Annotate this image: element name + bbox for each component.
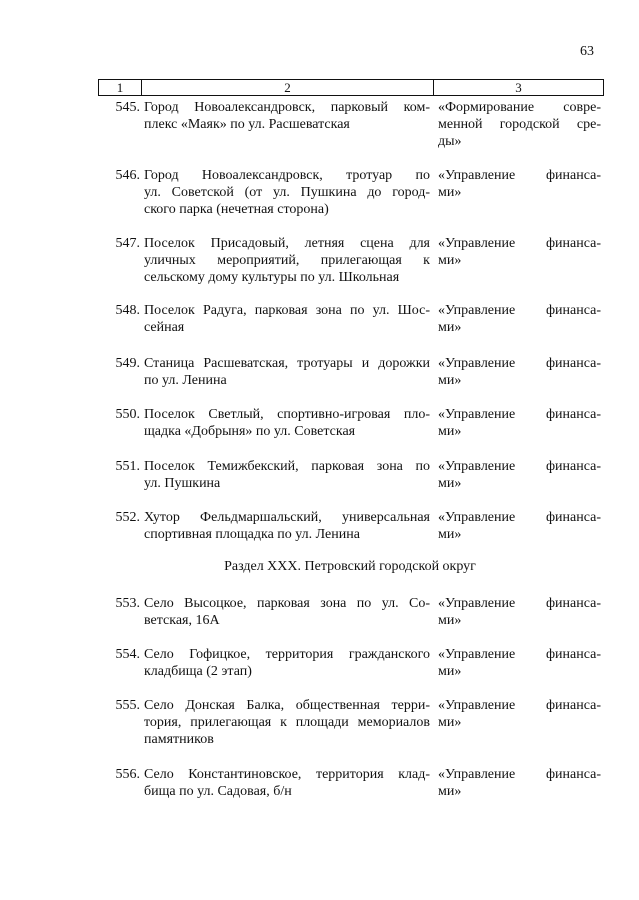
description-line: ветская, 16А [144,613,220,628]
row-program [438,646,601,680]
row-description [144,458,430,492]
row-program [438,235,601,286]
table-row [98,355,603,389]
program-line: «Управление финанса- [438,596,601,611]
description-line: Село Высоцкое, парковая зона по ул. Со- [144,596,430,611]
program-line: ми» [438,253,462,268]
description-line: Село Гофицкое, территория гражданского [144,647,430,662]
row-number: 549. [115,356,140,371]
program-line: «Управление финанса- [438,510,601,525]
row-program [438,167,601,218]
program-line: ми» [438,424,462,439]
row-program [438,766,601,800]
description-line: тория, прилегающая к площади мемориалов [144,715,430,730]
row-description [144,509,430,543]
description-line: сельскому дому культуры по ул. Школьная [144,270,400,285]
program-line: ды» [438,134,462,149]
program-line: ми» [438,527,462,542]
description-line: спортивная площадка по ул. Ленина [144,527,360,542]
program-line: ми» [438,613,462,628]
page-number: 63 [580,44,594,59]
program-line: «Управление финанса- [438,767,601,782]
row-description [144,355,430,389]
row-number: 555. [115,698,140,713]
program-line: ми» [438,784,462,799]
row-number: 548. [115,303,140,318]
program-line: ми» [438,185,462,200]
row-description [144,697,430,748]
program-line: «Управление финанса- [438,647,601,662]
row-description [144,646,430,680]
row-program [438,509,601,543]
row-number: 547. [115,236,140,251]
description-line: ул. Пушкина [144,476,221,491]
program-line: «Управление финанса- [438,356,601,371]
row-number: 556. [115,767,140,782]
program-line: «Управление финанса- [438,698,601,713]
row-description [144,595,430,629]
description-line: ул. Советской (от ул. Пушкина до город- [144,185,430,200]
row-number: 550. [115,407,140,422]
table-row [98,167,603,218]
description-line: сейная [144,320,185,335]
description-line: плекс «Маяк» по ул. Расшеватская [144,117,350,132]
description-line: Поселок Присадовый, летняя сцена для [144,236,430,251]
table-row [98,595,603,629]
row-number: 545. [115,100,140,115]
row-number: 554. [115,647,140,662]
row-program [438,302,601,336]
program-line: ми» [438,373,462,388]
description-line: Город Новоалександровск, тротуар по [144,168,430,183]
description-line: кладбища (2 этап) [144,664,252,679]
row-program [438,355,601,389]
description-line: по ул. Ленина [144,373,227,388]
program-line: менной городской сре- [438,117,601,132]
table-row [98,509,603,543]
description-line: Станица Расшеватская, тротуары и дорожки [144,356,430,371]
description-line: щадка «Добрыня» по ул. Советская [144,424,356,439]
program-line: «Формирование совре- [438,100,601,115]
row-number: 546. [115,168,140,183]
description-line: Поселок Темижбекский, парковая зона по [144,459,430,474]
program-line: «Управление финанса- [438,407,601,422]
row-number: 551. [115,459,140,474]
description-line: Поселок Радуга, парковая зона по ул. Шос- [144,303,430,318]
row-description [144,99,430,150]
description-line: бища по ул. Садовая, б/н [144,784,292,799]
description-line: Город Новоалександровск, парковый ком- [144,100,430,115]
row-description [144,167,430,218]
table-row [98,697,603,748]
description-line: памятников [144,732,214,747]
row-program [438,595,601,629]
row-program [438,406,601,440]
row-description [144,406,430,440]
row-program [438,99,601,150]
table-row [98,302,603,336]
description-line: Село Донская Балка, общественная терри- [144,698,430,713]
program-line: ми» [438,476,462,491]
program-line: ми» [438,664,462,679]
program-line: «Управление финанса- [438,168,601,183]
program-line: «Управление финанса- [438,303,601,318]
row-program [438,458,601,492]
row-program [438,697,601,748]
table-row [98,99,603,150]
header-col-2: 2 [142,80,434,95]
program-line: «Управление финанса- [438,459,601,474]
description-line: Хутор Фельдмаршальский, универсальная [144,510,430,525]
row-description [144,235,430,286]
section-title: Раздел XXX. Петровский городской округ [224,559,476,574]
table-row [98,766,603,800]
row-description [144,302,430,336]
row-number: 552. [115,510,140,525]
row-description [144,766,430,800]
description-line: ского парка (нечетная сторона) [144,202,329,217]
program-line: «Управление финанса- [438,236,601,251]
header-col-3: 3 [515,80,522,95]
row-number: 553. [115,596,140,611]
program-line: ми» [438,715,462,730]
header-col-1: 1 [99,80,142,95]
description-line: Село Константиновское, территория клад- [144,767,430,782]
table-row [98,646,603,680]
table-row [98,406,603,440]
description-line: Поселок Светлый, спортивно-игровая пло- [144,407,430,422]
program-line: ми» [438,320,462,335]
table-row [98,458,603,492]
description-line: уличных мероприятий, прилегающая к [144,253,430,268]
table-header [98,79,604,96]
table-row [98,235,603,286]
